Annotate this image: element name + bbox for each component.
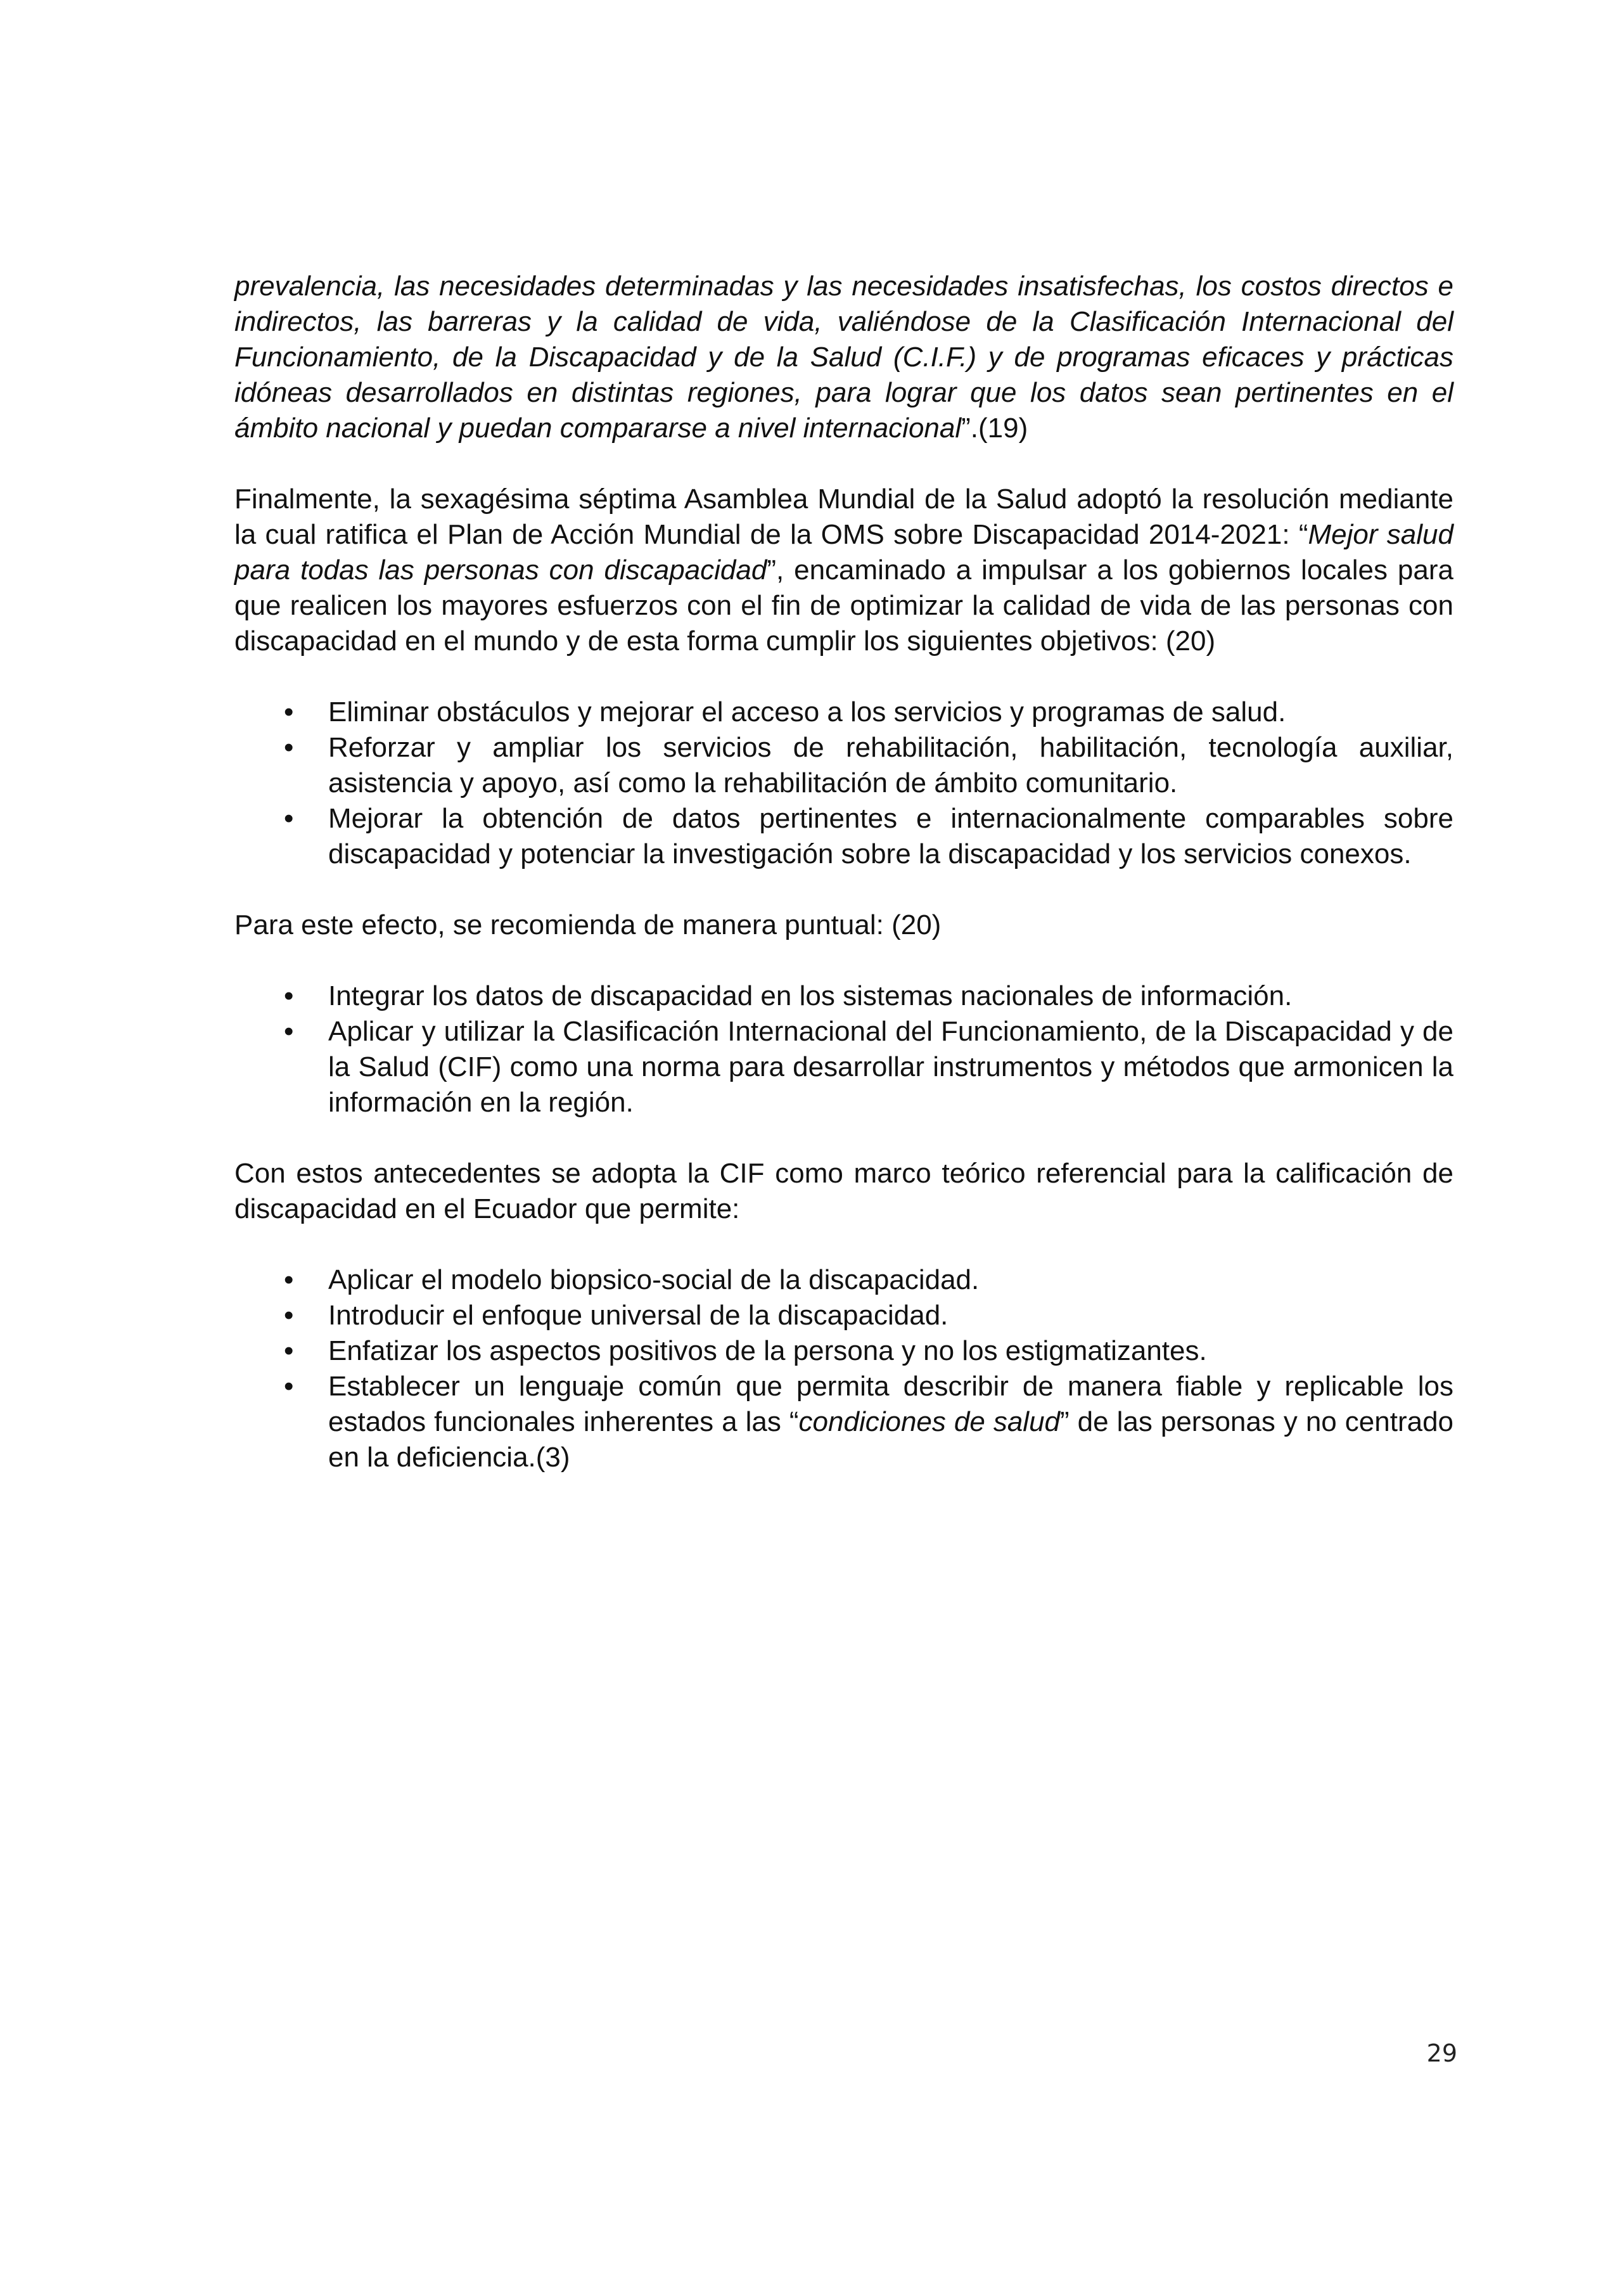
paragraph-efecto: Para este efecto, se recomienda de manera puntual: (20)	[234, 909, 942, 940]
recommendations-list	[234, 978, 1453, 1120]
list-item	[234, 1014, 1453, 1120]
list-item	[234, 1333, 1453, 1369]
list-item	[234, 695, 1453, 730]
list-item-text: Reforzar y ampliar los servicios de rehabilitación, habilitación, tecnología auxiliar, asistencia y apoyo, así como la rehabilitación de ámbito comunitario.	[328, 732, 1453, 798]
bullet-icon: •	[284, 1264, 294, 1295]
list-item-text: Aplicar y utilizar la Clasificación Internacional del Funcionamiento, de la Discapacidad y de la Salud (CIF) como una norma para desarrollar instrumentos y métodos que armonicen la información en la región.	[328, 1016, 1453, 1118]
bullet-icon: •	[284, 980, 294, 1011]
list-item	[234, 1298, 1453, 1333]
list-item	[234, 801, 1453, 872]
cif-benefits-list	[234, 1262, 1453, 1475]
paragraph-text: ”, encaminado a impulsar a los gobiernos locales para que realicen los mayores esfuerzos con el fin de optimizar la calidad de vida de las personas con discapacidad en el mundo y de esta forma cumplir los siguientes objetivos: (20)	[234, 555, 1453, 657]
objectives-list	[234, 695, 1453, 872]
list-item-text: ” de las personas y no centrado en la deficiencia.(3)	[328, 1406, 1454, 1473]
list-item-text: Establecer un lenguaje común que permita describir de manera fiable y replicable los estados funcionales inherentes a las “	[328, 1371, 1453, 1437]
list-item-text: Enfatizar los aspectos positivos de la persona y no los estigmatizantes.	[328, 1335, 1207, 1366]
citation-19: ”.(19)	[961, 413, 1028, 444]
paragraph-asamblea	[234, 482, 1453, 659]
bullet-icon: •	[284, 1300, 294, 1331]
list-item-text: Aplicar el modelo biopsico-social de la discapacidad.	[328, 1264, 980, 1295]
italic-quote: prevalencia, las necesidades determinadas y las necesidades insatisfechas, los costos directos e indirectos, las barreras y la calidad de vida, valiéndose de la Clasificación Internacional del Funcionamiento, de la Discapacidad y de la Salud (C.I.F.) y de programas eficaces y prácticas idóneas desarrollados en distintas regiones, para lograr que los datos sean pertinentes en el ámbito nacional y puedan compararse a nivel internacional	[234, 271, 1453, 444]
list-item-text: Eliminar obstáculos y mejorar el acceso a los servicios y programas de salud.	[328, 696, 1286, 728]
bullet-icon: •	[284, 1371, 294, 1402]
list-item	[234, 1369, 1453, 1475]
document-body	[234, 269, 1453, 1475]
bullet-icon: •	[284, 803, 294, 834]
list-item	[234, 730, 1453, 801]
list-item	[234, 978, 1453, 1014]
list-item-text: Mejorar la obtención de datos pertinentes e internacionalmente comparables sobre discapacidad y potenciar la investigación sobre la discapacidad y los servicios conexos.	[328, 803, 1453, 869]
list-item-text: Introducir el enfoque universal de la discapacidad.	[328, 1300, 948, 1331]
bullet-icon: •	[284, 732, 294, 763]
list-item	[234, 1262, 1453, 1298]
bullet-icon: •	[284, 696, 294, 728]
bullet-icon: •	[284, 1016, 294, 1047]
paragraph-text: Finalmente, la sexagésima séptima Asamblea Mundial de la Salud adoptó la resolución mediante la cual ratifica el Plan de Acción Mundial de la OMS sobre Discapacidad 2014-2021: “	[234, 484, 1453, 550]
italic-condiciones: condiciones de salud	[798, 1406, 1061, 1437]
bullet-icon: •	[284, 1335, 294, 1366]
paragraph-antecedentes: Con estos antecedentes se adopta la CIF como marco teórico referencial para la calificación de discapacidad en el Ecuador que permite:	[234, 1158, 1453, 1224]
paragraph-prevalencia	[234, 269, 1453, 446]
page-number: 29	[1426, 2039, 1457, 2067]
italic-plan-title: Mejor salud para todas las personas con discapacidad	[234, 519, 1453, 586]
list-item-text: Integrar los datos de discapacidad en los sistemas nacionales de información.	[328, 980, 1293, 1011]
